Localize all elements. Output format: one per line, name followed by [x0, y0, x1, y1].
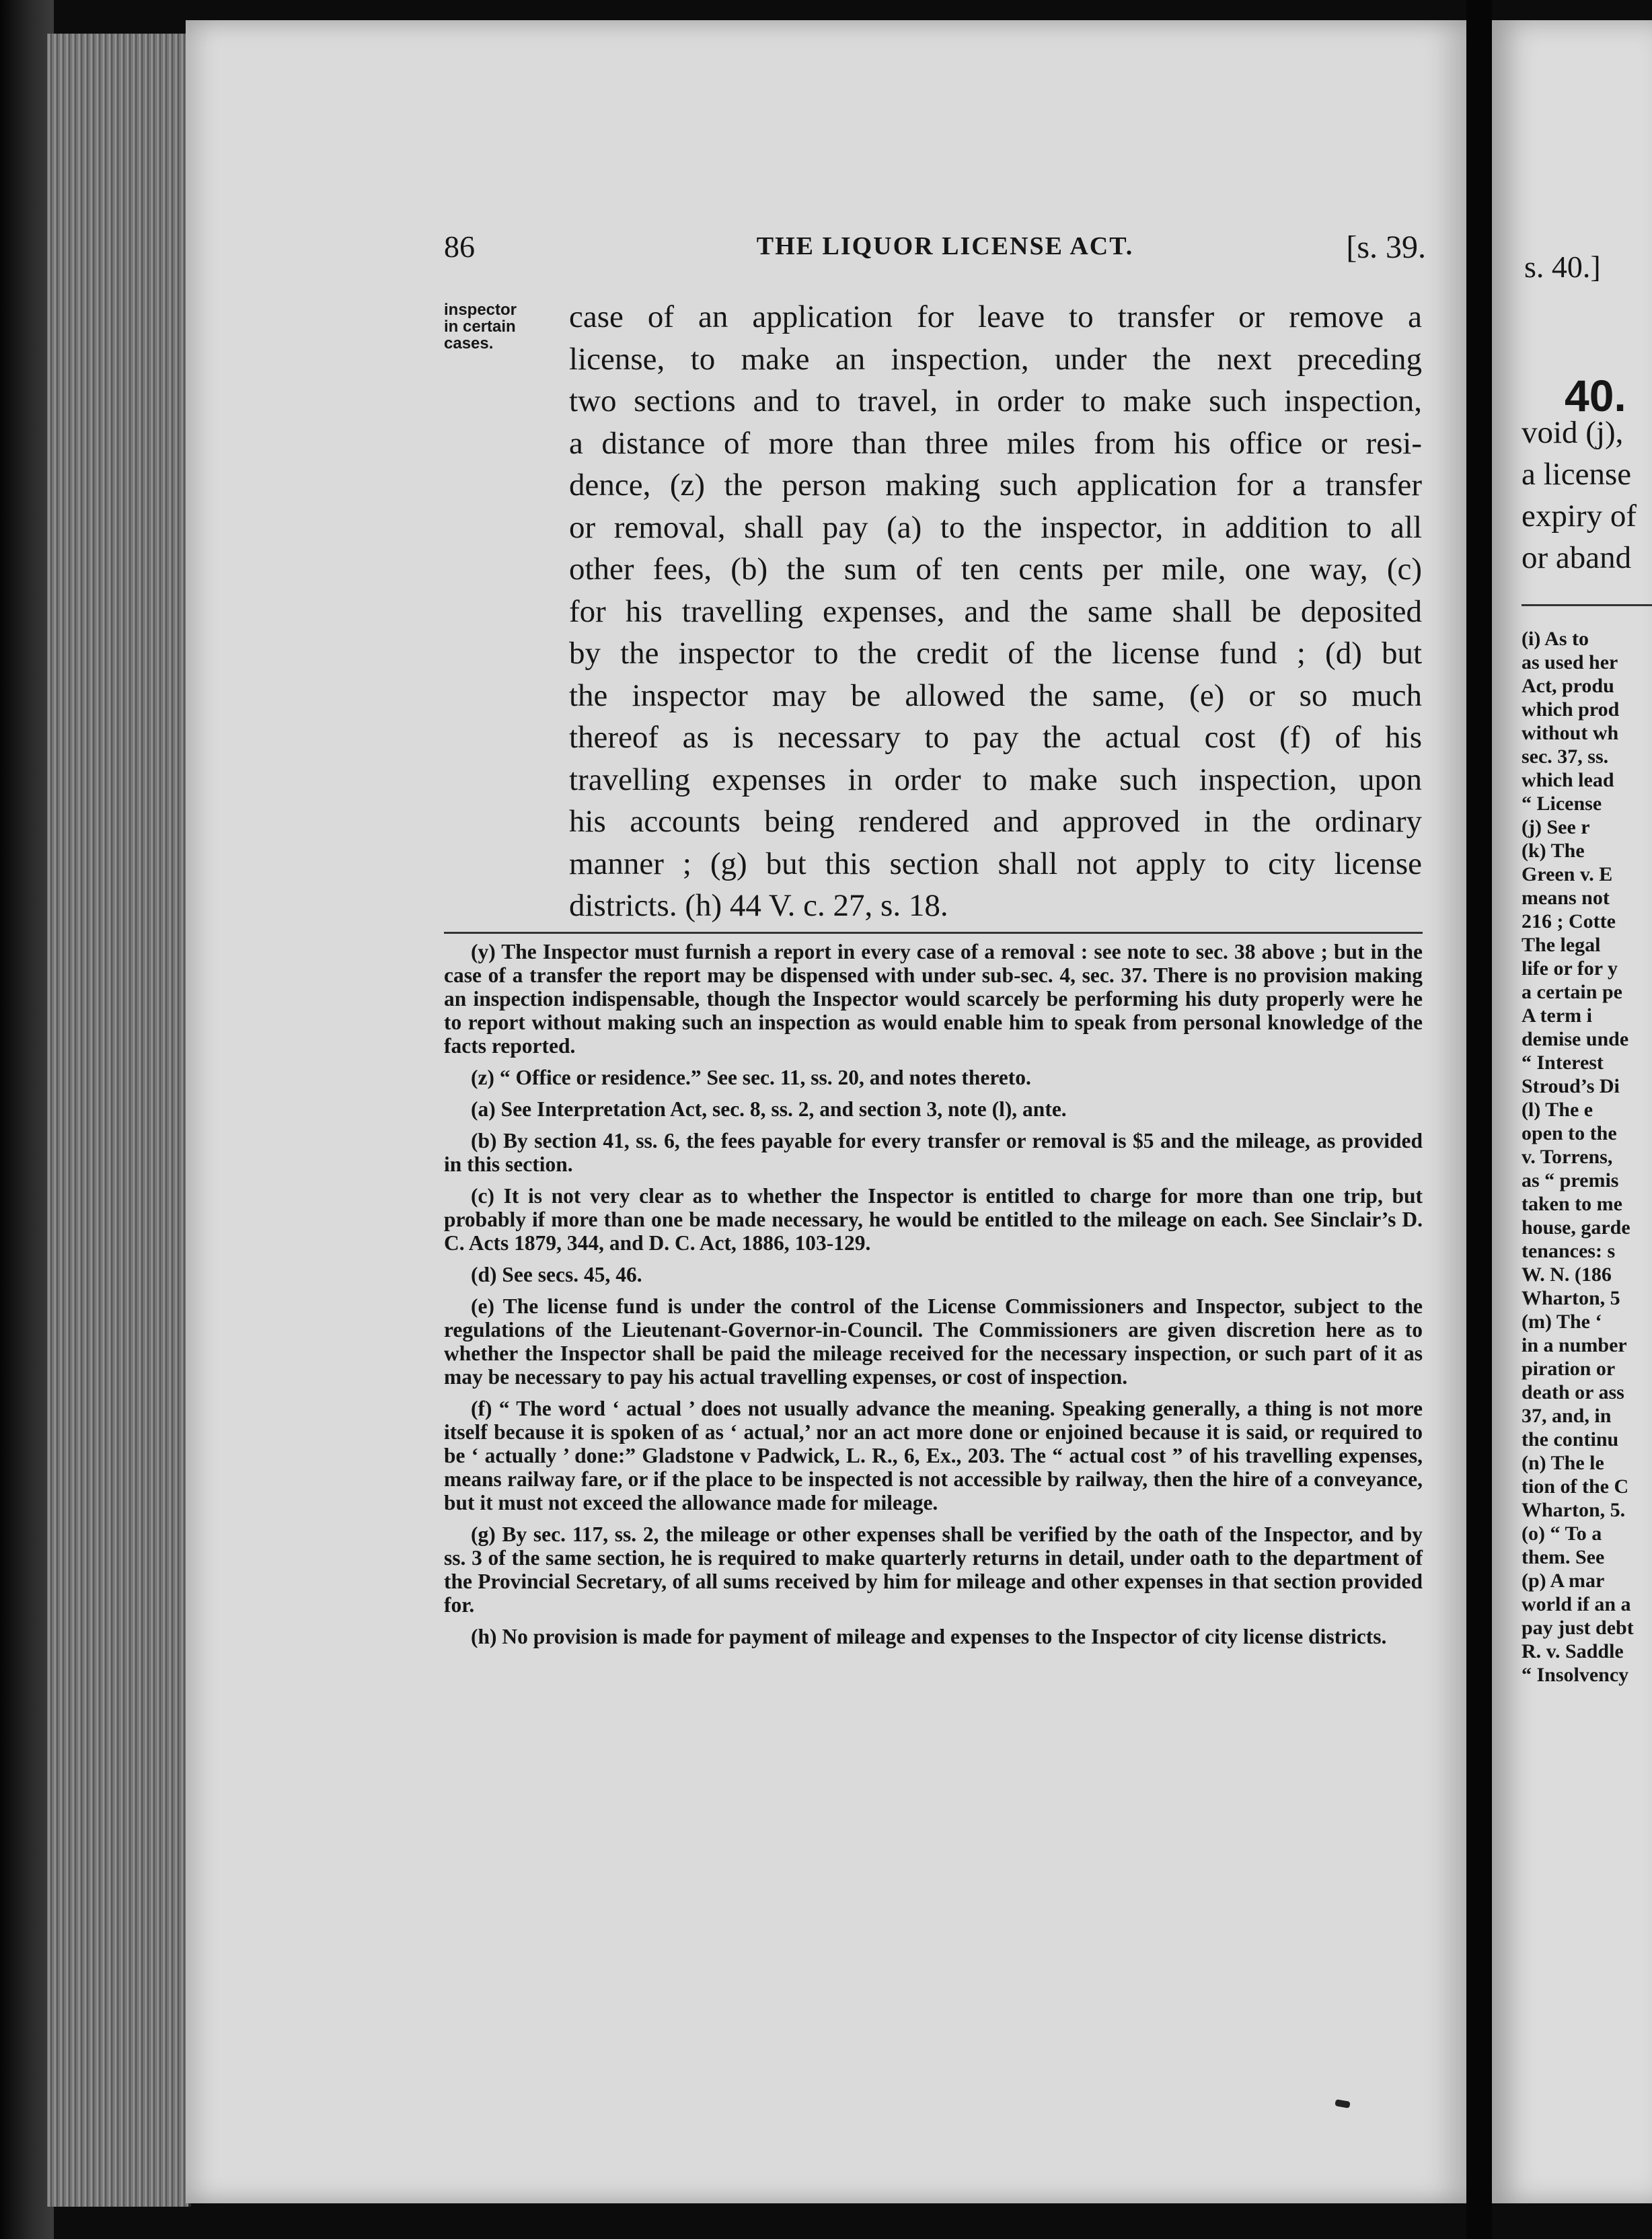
right-page-note-line: pay just debt	[1522, 1617, 1634, 1639]
right-page-note-line: R. v. Saddle	[1522, 1640, 1624, 1662]
right-page-note-line: (k) The	[1522, 840, 1585, 862]
right-page-note-line: Act, produ	[1522, 675, 1614, 697]
footnote-b: (b) By section 41, ss. 6, the fees payable for every transfer or removal is $5 and the mileage, as provided in this section.	[444, 1129, 1423, 1176]
right-page-note-line: “ License	[1522, 793, 1602, 815]
book-edge	[0, 0, 54, 2239]
right-page-note-line: tenances: s	[1522, 1240, 1616, 1262]
footnote-c: (c) It is not very clear as to whether the Inspector is entitled to charge for more than one trip, but probably if more than one be made necessary, he would be entitled to the mileage on each. See Sinclair’s D. C. Acts 1879, 344, and D. C. Act, 1886, 103-129.	[444, 1184, 1423, 1255]
right-page-note-line: life or for y	[1522, 957, 1618, 980]
statute-body-text	[569, 296, 1422, 927]
right-page-note-line: world if an a	[1522, 1593, 1631, 1615]
marginal-note	[444, 301, 558, 352]
right-page-note-line: taken to me	[1522, 1193, 1622, 1215]
right-page-note-line: v. Torrens,	[1522, 1146, 1613, 1168]
section-reference: [s. 39.	[1346, 229, 1426, 265]
right-page-note-line: tion of the C	[1522, 1475, 1629, 1498]
footnote-f: (f) “ The word ‘ actual ’ does not usually advance the meaning. Speaking generally, a thing is not more itself because it is spoken of as ‘ actual,’ nor an act more done or enjoined because it is said, or required to be ‘ actually ’ done:” Gladstone v Padwick, L. R., 6, Ex., 203. The “ actual cost ” of his travelling expenses, means railway fare, or if the place to be inspected is not accessible by railway, then the hire of a conveyance, but it must not exceed the allowance made for mileage.	[444, 1397, 1423, 1514]
running-header	[444, 229, 1446, 276]
footnote-e: (e) The license fund is under the control of the License Commissioners and Inspector, subject to the regulations of the Lieutenant-Governor-in-Council. The Commissioners are given discretion here as to whether the Inspector shall be paid the mileage received for the necessary inspection, or such part of it as may be necessary to pay his actual travelling expenses, or cost of inspection.	[444, 1294, 1423, 1389]
right-page-body-line: a license	[1522, 457, 1632, 492]
body-line: or removal, shall pay (a) to the inspector, in addition to all	[569, 509, 1422, 545]
right-page-section-number: 40.	[1565, 371, 1626, 420]
right-page-note-line: 216 ; Cotte	[1522, 910, 1616, 932]
body-line: a distance of more than three miles from his office or resi-	[569, 425, 1422, 461]
right-page-note-line: open to the	[1522, 1122, 1617, 1144]
right-page-header: s. 40.]	[1524, 250, 1601, 284]
right-page-note-line: without wh	[1522, 722, 1619, 744]
right-page-note-line: which prod	[1522, 698, 1620, 721]
footnote-h: (h) No provision is made for payment of mileage and expenses to the Inspector of city license districts.	[471, 1625, 1387, 1648]
footnotes	[444, 940, 1423, 1656]
body-line: districts. (h) 44 V. c. 27, s. 18.	[569, 888, 948, 923]
right-page-body-line: void (j),	[1522, 415, 1624, 450]
page-number: 86	[444, 229, 475, 264]
body-line: his accounts being rendered and approved in the ordinary	[569, 804, 1422, 839]
right-page-note-line: “ Insolvency	[1522, 1664, 1629, 1686]
body-line: travelling expenses in order to make such inspection, upon	[569, 762, 1422, 797]
body-line: dence, (z) the person making such application for a transfer	[569, 468, 1422, 503]
footnote-a: (a) See Interpretation Act, sec. 8, ss. 2, and section 3, note (l), ante.	[471, 1097, 1067, 1121]
right-page-note-line: in a number	[1522, 1334, 1627, 1356]
right-page-body-line: expiry of	[1522, 499, 1637, 534]
right-page-note-line: piration or	[1522, 1358, 1616, 1380]
right-page-note-line: means not	[1522, 887, 1610, 909]
body-line: the inspector may be allowed the same, (e) or so much	[569, 677, 1422, 713]
marginal-note-line: inspector	[444, 301, 517, 319]
body-line: two sections and to travel, in order to make such inspection,	[569, 383, 1422, 418]
right-page-note-line: Green v. E	[1522, 863, 1613, 885]
body-line: by the inspector to the credit of the license fund ; (d) but	[569, 636, 1422, 671]
running-title: THE LIQUOR LICENSE ACT.	[756, 232, 1134, 260]
right-page-note-line: 37, and, in	[1522, 1405, 1612, 1427]
right-page-body-line: or aband	[1522, 540, 1632, 575]
marginal-note-line: cases.	[444, 334, 494, 353]
body-line: manner ; (g) but this section shall not apply to city license	[569, 846, 1422, 881]
book-gutter	[1466, 0, 1492, 2239]
right-page-note-line: (o) “ To a	[1522, 1522, 1602, 1545]
right-page-separator	[1522, 604, 1652, 606]
right-page-body	[1522, 412, 1637, 579]
right-page-note-line: (j) See r	[1522, 816, 1590, 838]
footnote-y: (y) The Inspector must furnish a report in every case of a removal : see note to sec. 38 above ; but in the case of a transfer the report may be dispensed with under sub-sec. 4, sec. 37. There is no provision making an inspection indispensable, though the Inspector would scarcely be performing his duty properly were he to report without making such an inspection as would enable him to speak from personal knowledge of the facts reported.	[444, 940, 1423, 1058]
body-line: license, to make an inspection, under the next preceding	[569, 341, 1422, 377]
right-page-note-line: (p) A mar	[1522, 1570, 1605, 1592]
right-page-note-line: the continu	[1522, 1428, 1619, 1451]
right-page-notes	[1522, 627, 1634, 1687]
right-page-note-line: sec. 37, ss.	[1522, 745, 1609, 768]
right-page	[1492, 20, 1652, 2203]
right-page-note-line: (l) The e	[1522, 1099, 1593, 1121]
page-stack-edges	[47, 34, 191, 2207]
right-page-note-line: which lead	[1522, 769, 1614, 791]
right-page-note-line: death or ass	[1522, 1381, 1624, 1403]
footnote-g: (g) By sec. 117, ss. 2, the mileage or other expenses shall be verified by the oath of the Inspector, and by ss. 3 of the same section, he is required to make quarterly returns in detail, under oath to the department of the Provincial Secretary, of all sums received by him for mileage and other expenses in that section provided for.	[444, 1522, 1423, 1617]
right-page-note-line: demise unde	[1522, 1028, 1629, 1050]
right-page-note-line: as used her	[1522, 651, 1618, 673]
right-page-note-line: (i) As to	[1522, 628, 1589, 650]
right-page-note-line: “ Interest	[1522, 1052, 1604, 1074]
body-line: thereof as is necessary to pay the actual cost (f) of his	[569, 720, 1422, 755]
body-line: for his travelling expenses, and the same shall be deposited	[569, 593, 1422, 629]
right-page-note-line: a certain pe	[1522, 981, 1622, 1003]
body-line: other fees, (b) the sum of ten cents per mile, one way, (c)	[569, 552, 1422, 587]
right-page-note-line: as “ premis	[1522, 1169, 1619, 1191]
marginal-note-line: in certain	[444, 318, 516, 336]
right-page-note-line: house, garde	[1522, 1216, 1630, 1239]
footnote-d: (d) See secs. 45, 46.	[471, 1263, 642, 1286]
right-page-note-line: Stroud’s Di	[1522, 1075, 1620, 1097]
footnote-z: (z) “ Office or residence.” See sec. 11, ss. 20, and notes thereto.	[471, 1066, 1031, 1089]
footnote-separator	[444, 932, 1423, 934]
right-page-note-line: The legal	[1522, 934, 1601, 956]
right-page-note-line: (m) The ‘	[1522, 1311, 1602, 1333]
right-page-note-line: (n) The le	[1522, 1452, 1604, 1474]
right-page-note-line: A term i	[1522, 1004, 1592, 1027]
body-line: case of an application for leave to transfer or remove a	[569, 299, 1422, 334]
right-page-note-line: them. See	[1522, 1546, 1605, 1568]
right-page-note-line: Wharton, 5	[1522, 1287, 1620, 1309]
right-page-note-line: W. N. (186	[1522, 1263, 1612, 1286]
right-page-note-line: Wharton, 5.	[1522, 1499, 1626, 1521]
